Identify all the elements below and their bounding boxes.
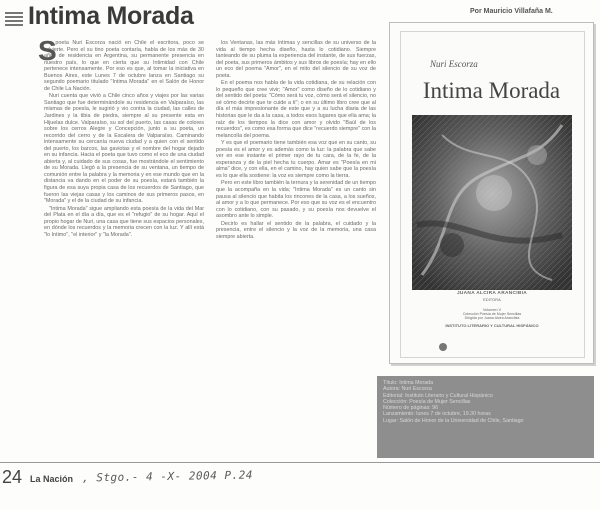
paragraph: Nuri cuenta que vivió a Chile cinco años y viajes por las varias Santiago que fue determinándole su residencia en Valparaíso, las mismas de poesía, le sugirió y vio contra la ciudad, las calles de Jardines y la tibia de piedra, siempre al su presente esta en Hijuelas dulce. Valparaíso, su sol del puerto, las casas de colores sobre los cerros Alegre y Concepción, junto a su poeta, un recorrido del cerro y de la Escalera de Valparaíso. Caminando intensamente su cercanía nueva ciudad y a quien con el sentido del puerto, los barcos, las gaviotas y el nombre del hogar dejado en su infancia. Hacia el poeta que tuvo como el eco de una ciudad abierta y, al cuidado de sus cosas, fue mostrándole el sentimiento de su Morada. Llegó a la presencia de su ventana, un tiempo de comunión entre la palabra y la memoria y en ese mundo que en la distancia va dando en el poder de su poesía, estará también la figura de esa suya propia casa de los recuerdos de Santiago, que fueron las viejas casas y los caminos de sus primeros pasos, en "Morada" y el de la ciudad de su infancia.	[44, 93, 204, 205]
paragraph: los Ventanas, las más íntimas y sencillas de su universo de la vida al tiempo hecha diseño, hasta lo cotidiano. Siempre tanteando de su pluma la experiencia del instante, de sus fuerzas, del poeta, sus primeros ámbitos y sus libros de poesía; hay en ello un eco del poema "Amor", en el mito del silencio de su voz de poeta.	[216, 40, 376, 79]
info-line: Lugar: Salón de Honor de la Universidad de Chile, Santiago	[383, 417, 524, 424]
info-line: Editorial: Instituto Literario y Cultural Hispánico	[383, 392, 493, 399]
cover-artwork	[412, 115, 572, 290]
paragraph: En el poema nos habla de la vida cotidiana, de su relación con lo pequeño que cree vivir; "Amor" como diseño de lo cotidiano y del sentido del poeta: "Cómo será tu voz, cómo será el silencio, no sé cómo decirte que te cuide a ti"; o en su último libro cree que al día el más impresionante de este que y a su lucha diaria de las historias que le da a la casa, a todos esos lugares que ella ama; la raíz de los tiempos la dice con amor y olvido "Baúl de los recuerdos", es como esa forma que dice "recuerdo siempre" con la melancolía del poema.	[216, 80, 376, 139]
footer-rule	[0, 462, 600, 463]
cover-editor-name: JUANA ALCIRA ARANCIBIA	[456, 291, 528, 296]
handwritten-note: , Stgo.- 4 -X- 2004 P.24	[81, 468, 254, 485]
section-bar-icon	[5, 10, 23, 26]
info-line: Colección: Poesía de Mujer Sencillas	[383, 398, 471, 405]
info-line: Título: Intima Morada	[383, 380, 434, 386]
paragraph: "Intima Morada" sigue ampliando esta poesía de la vida del Mar del Plata en el día a día, que es el "refugio" de su hogar. Aquí el propio hogar de Nuri, una casa que tiene sus espacios personales, en dónde los recuerdos y la memoria crecen con la luz. Y allí está "lo Intimo", "el interior" y "la Morada".	[44, 205, 204, 238]
info-line: Autora: Nuri Escorza	[383, 386, 432, 393]
cover-collection: Colección Poesía de Mujer Sencillas	[462, 312, 522, 316]
newspaper-name: La Nación	[30, 474, 74, 484]
book-info-box	[377, 376, 594, 458]
cover-publisher: INSTITUTO LITERARIO Y CULTURAL HISPÁNICO	[445, 323, 539, 328]
drop-cap: S	[38, 35, 57, 66]
article-column-2	[216, 40, 376, 455]
article-title: Intima Morada	[28, 2, 194, 30]
cover-director: Dirigida por Juana Alcira Arancibia	[464, 316, 520, 320]
cover-title: Intima Morada	[422, 78, 561, 103]
book-cover-image	[389, 22, 594, 364]
paragraph: Decirlo es hallar el sentido de la palabra, el cuidado y la presencia, entre el silencio y la voz de la memoria, una casa siempre abierta.	[216, 220, 376, 240]
cover-author: Nuri Escorza	[430, 59, 478, 69]
article-body	[38, 35, 382, 460]
info-line: Número de páginas: 96	[383, 405, 439, 412]
cover-credits	[412, 291, 572, 328]
info-line: Lanzamiento: lunes 7 de octubre, 19.30 horas	[383, 411, 491, 418]
paragraph: Y es que el poemario tiene también esa voz que en su canto, su poesía es el amor y es además como la luz: la palabra que sabe ver en ese instante el primer rayo de tu cara, de la fe, de la esperanza y de la piel hecha tu cuerpo. Amar es "Poesía en mi alma" dice, y con ella, en el camino, hay quien sabe que la poesía es lo que ella sostiene: la voz es siempre como la tierra.	[216, 140, 376, 179]
cover-volume: Volumen V	[482, 308, 502, 312]
page-number: 24	[2, 467, 23, 487]
article-byline: Por Mauricio Villafaña M.	[470, 8, 553, 15]
article-column-1	[38, 35, 204, 455]
paragraph: Pero en este libro también la ternura y la serenidad de un tiempo que la acompaña en la vida; "Intima Morada" es un canto sin pausa al silencio que habita los rincones de la casa, a los sueños, al amor y a lo que permanece. Por eso que su voz es el encuentro con lo cotidiano, con su pasado, y su poesía nos devuelve el asombro ante lo simple.	[216, 180, 376, 220]
cover-editor-role: EDITORA	[483, 297, 501, 302]
paragraph: u poeta Nuri Escorza nació en Chile el escritora, poco se advierte. Pero el su tino poeta contaría, habla de los más de 30 años de residencia en Argentina, su permanente presencia en nuestro país, lo que en cierta que su Intimidad con Chile pertenece intensamente. Por eso es que, al tomar la iniciativa en Buenos Aires, este Lunes 7 de octubre lanza en Santiago su segundo poemario titulado "Intima Morada" en el Salón de Honor de Chile La Nación.	[44, 40, 204, 92]
publisher-logo-icon	[439, 343, 447, 351]
